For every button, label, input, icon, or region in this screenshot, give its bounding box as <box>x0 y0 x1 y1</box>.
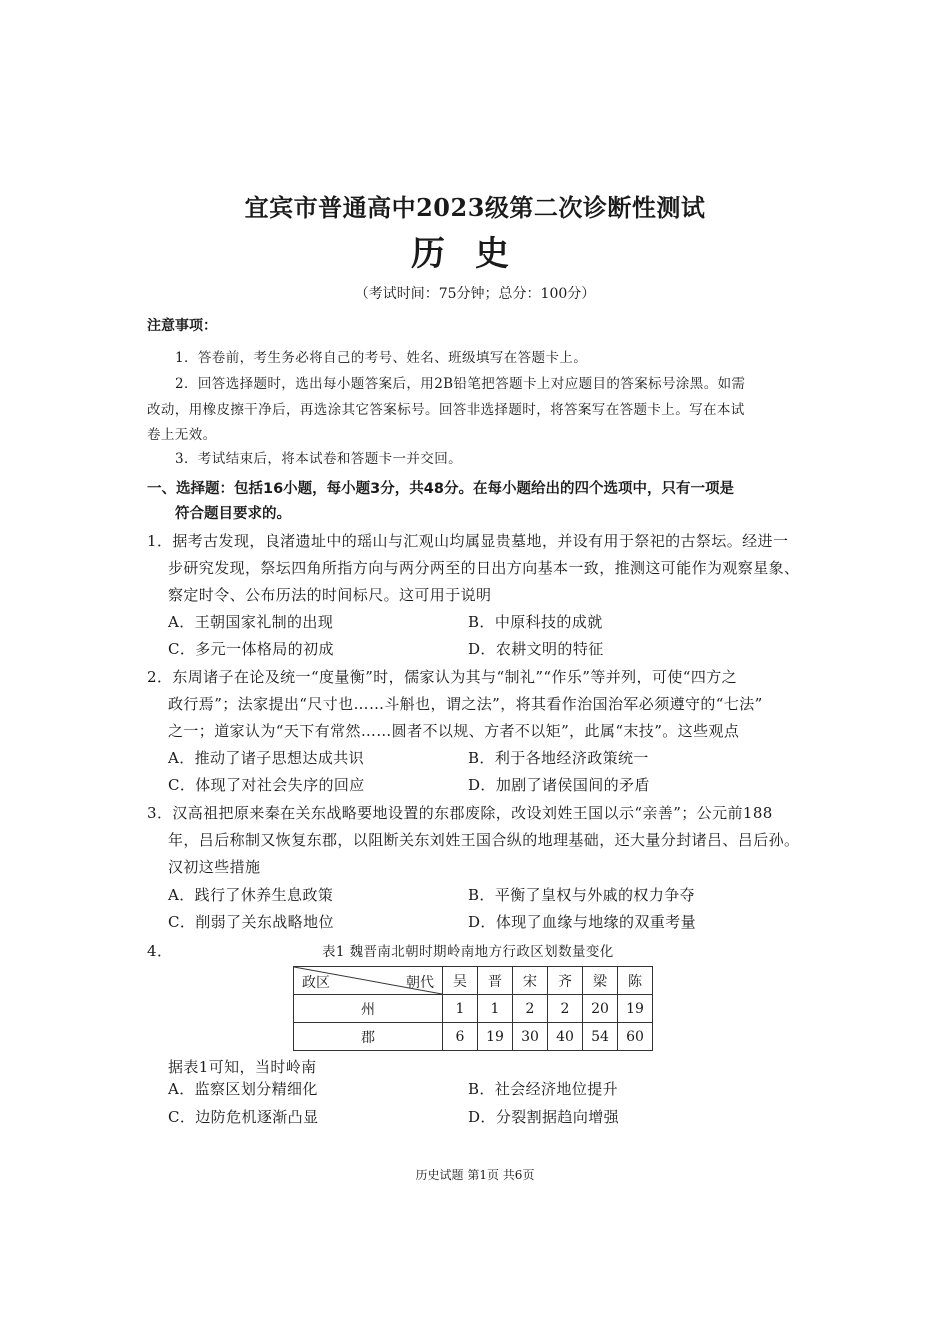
table-cell: 60 <box>618 1023 653 1051</box>
corner-right-label: 朝代 <box>406 975 434 991</box>
row-label: 郡 <box>294 1023 443 1051</box>
question-2-line: 之一；道家认为“天下有常然……圆者不以规、方者不以矩”，此属“末技”。这些观点 <box>168 722 740 740</box>
question-1-line: 步研究发现，祭坛四角所指方向与两分两至的日出方向基本一致，推测这可能作为观察星象、 <box>168 559 800 577</box>
notice-line: 3．考试结束后，将本试卷和答题卡一并交回。 <box>175 451 462 467</box>
question-1-line: 1．据考古发现，良渚遗址中的瑶山与汇观山均属显贵墓地，并设有用于祭祀的古祭坛。经进一 <box>147 532 789 550</box>
notice-line: 改动，用橡皮擦干净后，再选涂其它答案标号。回答非选择题时，将答案写在答题卡上。写在本试 <box>147 402 745 418</box>
question-3-line: 汉初这些措施 <box>168 858 261 876</box>
question-4-option-c: C．边防危机逐渐凸显 <box>168 1108 319 1126</box>
question-4-option-a: A．监察区划分精细化 <box>168 1080 318 1098</box>
question-3-option-a: A．践行了休养生息政策 <box>168 886 334 904</box>
row-label: 州 <box>294 995 443 1023</box>
question-2-option-d: D．加剧了诸侯国间的矛盾 <box>468 776 650 794</box>
question-1-option-a: A．王朝国家礼制的出现 <box>168 613 334 631</box>
table-cell: 40 <box>548 1023 583 1051</box>
column-header: 陈 <box>618 967 653 995</box>
question-3-option-b: B．平衡了皇权与外戚的权力争夺 <box>468 886 696 904</box>
question-1-option-c: C．多元一体格局的初成 <box>168 640 334 658</box>
column-header: 梁 <box>583 967 618 995</box>
question-4-option-d: D．分裂割据趋向增强 <box>468 1108 620 1126</box>
table-cell: 2 <box>548 995 583 1023</box>
table-corner-cell <box>294 967 443 995</box>
question-2-line: 2．东周诸子在论及统一“度量衡”时，儒家认为其与“制礼”“作乐”等并列，可使“四方之 <box>147 668 738 686</box>
table-cell: 19 <box>618 995 653 1023</box>
corner-left-label: 政区 <box>302 975 330 991</box>
section-heading: 一、选择题：包括16小题，每小题3分，共48分。在每小题给出的四个选项中，只有一项是 <box>147 481 734 497</box>
notice-heading: 注意事项： <box>147 318 217 334</box>
question-3-option-c: C．削弱了关东战略地位 <box>168 913 334 931</box>
question-4-stem: 据表1可知，当时岭南 <box>168 1058 317 1076</box>
question-4-number: 4． <box>147 942 173 960</box>
table-cell: 19 <box>478 1023 513 1051</box>
notice-line: 2．回答选择题时，选出每小题答案后，用2B铅笔把答题卡上对应题目的答案标号涂黑。如需 <box>175 376 746 392</box>
question-1-line: 察定时令、公布历法的时间标尺。这可用于说明 <box>168 586 492 604</box>
table-caption: 表1 魏晋南北朝时期岭南地方行政区划数量变化 <box>322 944 614 960</box>
table-cell: 20 <box>583 995 618 1023</box>
column-header: 吴 <box>443 967 478 995</box>
question-3-option-d: D．体现了血缘与地缘的双重考量 <box>468 913 697 931</box>
table-cell: 30 <box>513 1023 548 1051</box>
notice-line: 卷上无效。 <box>147 427 217 443</box>
column-header: 齐 <box>548 967 583 995</box>
table-row <box>294 1023 653 1051</box>
table-cell: 1 <box>443 995 478 1023</box>
column-header: 晋 <box>478 967 513 995</box>
admin-division-table <box>293 966 653 1051</box>
table-cell: 6 <box>443 1023 478 1051</box>
question-2-line: 政行焉”；法家提出“尺寸也……斗斛也，谓之法”，将其看作治国治军必须遵守的“七法” <box>168 695 763 713</box>
question-1-option-d: D．农耕文明的特征 <box>468 640 604 658</box>
table-cell: 1 <box>478 995 513 1023</box>
column-header: 宋 <box>513 967 548 995</box>
question-3-line: 3．汉高祖把原来秦在关东战略要地设置的东郡废除，改设刘姓王国以示“亲善”；公元前188 <box>147 804 773 822</box>
question-2-option-c: C．体现了对社会失序的回应 <box>168 776 365 794</box>
table-cell: 2 <box>513 995 548 1023</box>
table-cell: 54 <box>583 1023 618 1051</box>
notice-line: 1．答卷前，考生务必将自己的考号、姓名、班级填写在答题卡上。 <box>175 350 588 366</box>
question-2-option-b: B．利于各地经济政策统一 <box>468 749 649 767</box>
exam-info: （考试时间：75分钟；总分：100分） <box>354 286 596 302</box>
table-header-row <box>294 967 653 995</box>
question-3-line: 年，吕后称制又恢复东郡，以阻断关东刘姓王国合纵的地理基础，还大量分封诸吕、吕后孙。 <box>168 831 800 849</box>
exam-title: 宜宾市普通高中2023级第二次诊断性测试 <box>244 193 706 222</box>
subject-title: 历史 <box>411 234 539 274</box>
question-4-option-b: B．社会经济地位提升 <box>468 1080 619 1098</box>
section-heading-cont: 符合题目要求的。 <box>175 506 291 522</box>
question-2-option-a: A．推动了诸子思想达成共识 <box>168 749 365 767</box>
table-row <box>294 995 653 1023</box>
page-footer: 历史试题 第1页 共6页 <box>415 1168 535 1182</box>
question-1-option-b: B．中原科技的成就 <box>468 613 603 631</box>
